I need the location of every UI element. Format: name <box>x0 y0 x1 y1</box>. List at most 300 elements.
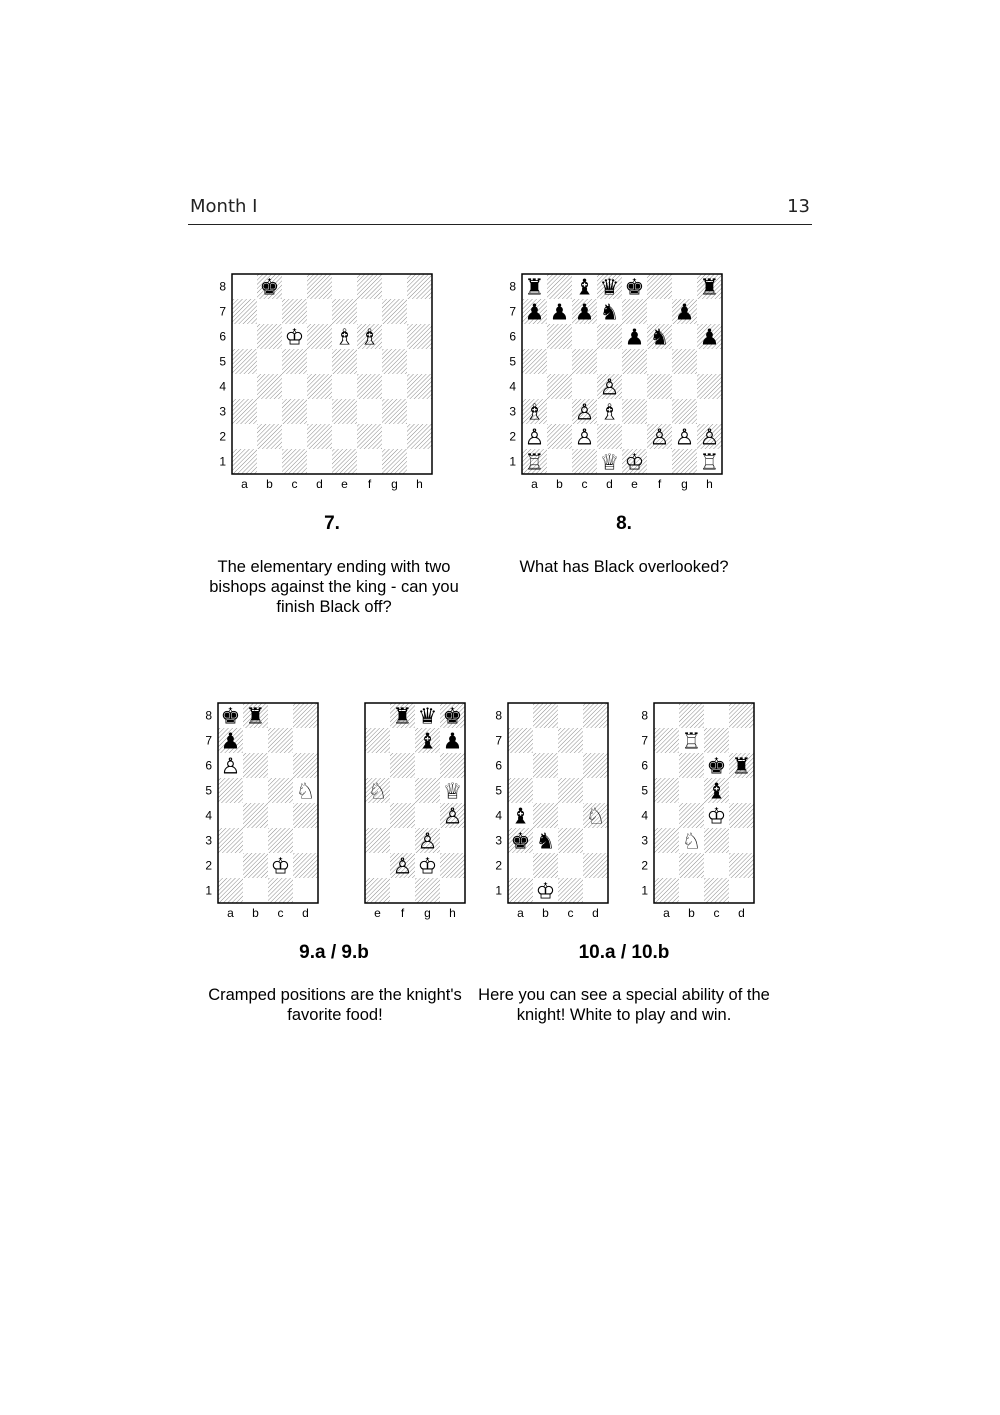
file-label: h <box>706 477 713 491</box>
square-a6 <box>522 324 547 349</box>
square-d2 <box>597 424 622 449</box>
square-b3 <box>257 399 282 424</box>
running-head: Month I <box>190 196 258 217</box>
white-pawn-icon: ♙ <box>442 804 463 830</box>
square-g1 <box>382 449 407 474</box>
square-e8 <box>365 703 390 728</box>
board-svg <box>504 272 726 494</box>
rank-label: 7 <box>495 733 502 748</box>
white-king-icon: ♔ <box>624 450 645 476</box>
file-label: g <box>391 477 398 491</box>
square-d7 <box>729 728 754 753</box>
square-g4 <box>672 374 697 399</box>
rank-label: 4 <box>495 808 502 823</box>
square-c1 <box>558 878 583 903</box>
caption-9: Cramped positions are the knight's favorite food! <box>208 986 462 1024</box>
square-e3 <box>365 828 390 853</box>
diagram-number-7: 7. <box>324 513 340 534</box>
file-label: h <box>416 477 423 491</box>
rank-label: 2 <box>509 429 516 444</box>
file-label: f <box>657 477 662 491</box>
square-f5 <box>390 778 415 803</box>
black-pawn-icon: ♟ <box>524 300 545 326</box>
square-c3 <box>282 399 307 424</box>
square-e2 <box>332 424 357 449</box>
square-a7 <box>232 299 257 324</box>
square-a3 <box>232 399 257 424</box>
file-label: g <box>424 906 431 920</box>
square-e3 <box>622 399 647 424</box>
square-a6 <box>232 324 257 349</box>
black-pawn-icon: ♟ <box>442 729 463 755</box>
square-g8 <box>382 274 407 299</box>
square-b7 <box>257 299 282 324</box>
file-label: c <box>291 477 298 491</box>
square-d6 <box>597 324 622 349</box>
file-label: d <box>316 477 323 491</box>
diagram-number-10: 10.a / 10.b <box>578 942 670 963</box>
square-f4 <box>357 374 382 399</box>
square-g2 <box>382 424 407 449</box>
caption-8: What has Black overlooked? <box>519 558 729 576</box>
square-b5 <box>257 349 282 374</box>
square-d7 <box>293 728 318 753</box>
square-b6 <box>679 753 704 778</box>
square-f1 <box>357 449 382 474</box>
square-f3 <box>647 399 672 424</box>
square-c3 <box>704 828 729 853</box>
square-a4 <box>232 374 257 399</box>
rank-label: 8 <box>219 279 226 294</box>
square-g1 <box>415 878 440 903</box>
file-label: d <box>592 906 599 920</box>
file-label: a <box>517 906 524 920</box>
black-rook-icon: ♜ <box>392 704 413 730</box>
file-label: b <box>252 906 259 920</box>
white-rook-icon: ♖ <box>681 729 702 755</box>
chess-diagram-7 <box>214 272 436 494</box>
rank-label: 5 <box>205 783 212 798</box>
black-pawn-icon: ♟ <box>674 300 695 326</box>
black-king-icon: ♚ <box>442 704 463 730</box>
square-g5 <box>415 778 440 803</box>
chess-diagram-8 <box>504 272 726 494</box>
black-king-icon: ♚ <box>220 704 241 730</box>
square-b1 <box>257 449 282 474</box>
square-a1 <box>218 878 243 903</box>
square-d4 <box>293 803 318 828</box>
square-d8 <box>583 703 608 728</box>
rank-label: 6 <box>205 758 212 773</box>
square-d8 <box>307 274 332 299</box>
board-svg <box>347 701 469 923</box>
square-h6 <box>440 753 465 778</box>
square-b8 <box>547 274 572 299</box>
square-d7 <box>583 728 608 753</box>
rank-label: 3 <box>495 833 502 848</box>
square-b8 <box>679 703 704 728</box>
square-a8 <box>232 274 257 299</box>
square-d8 <box>729 703 754 728</box>
file-label: c <box>581 477 588 491</box>
black-pawn-icon: ♟ <box>624 325 645 351</box>
square-c8 <box>558 703 583 728</box>
black-rook-icon: ♜ <box>245 704 266 730</box>
square-e7 <box>332 299 357 324</box>
square-b7 <box>243 728 268 753</box>
rank-label: 2 <box>219 429 226 444</box>
black-pawn-icon: ♟ <box>699 325 720 351</box>
rank-label: 8 <box>641 708 648 723</box>
square-d3 <box>293 828 318 853</box>
white-pawn-icon: ♙ <box>392 854 413 880</box>
square-b3 <box>547 399 572 424</box>
square-d5 <box>597 349 622 374</box>
square-a5 <box>218 778 243 803</box>
square-b7 <box>533 728 558 753</box>
square-c4 <box>572 374 597 399</box>
square-c2 <box>704 853 729 878</box>
square-b5 <box>243 778 268 803</box>
square-d1 <box>307 449 332 474</box>
file-label: f <box>367 477 372 491</box>
square-b4 <box>679 803 704 828</box>
square-c1 <box>704 878 729 903</box>
square-f8 <box>357 274 382 299</box>
square-a8 <box>654 703 679 728</box>
rank-label: 1 <box>509 454 516 469</box>
file-label: c <box>713 906 720 920</box>
square-a5 <box>522 349 547 374</box>
board-svg <box>200 701 322 923</box>
white-queen-icon: ♕ <box>442 779 463 805</box>
white-pawn-icon: ♙ <box>699 425 720 451</box>
square-e1 <box>332 449 357 474</box>
file-label: d <box>606 477 613 491</box>
square-d1 <box>583 878 608 903</box>
square-c8 <box>282 274 307 299</box>
square-a1 <box>654 878 679 903</box>
square-c4 <box>282 374 307 399</box>
square-a5 <box>654 778 679 803</box>
board-svg <box>214 272 436 494</box>
rank-label: 7 <box>509 304 516 319</box>
square-d2 <box>583 853 608 878</box>
white-king-icon: ♔ <box>706 804 727 830</box>
square-g6 <box>382 324 407 349</box>
file-label: c <box>567 906 574 920</box>
square-d1 <box>293 878 318 903</box>
square-a1 <box>508 878 533 903</box>
square-a2 <box>508 853 533 878</box>
square-e3 <box>332 399 357 424</box>
square-g8 <box>672 274 697 299</box>
square-d3 <box>583 828 608 853</box>
square-e4 <box>332 374 357 399</box>
square-e5 <box>332 349 357 374</box>
black-pawn-icon: ♟ <box>549 300 570 326</box>
square-f5 <box>357 349 382 374</box>
rank-label: 7 <box>205 733 212 748</box>
square-a5 <box>232 349 257 374</box>
file-label: d <box>738 906 745 920</box>
square-b5 <box>679 778 704 803</box>
square-a3 <box>218 828 243 853</box>
black-knight-icon: ♞ <box>649 325 670 351</box>
square-c2 <box>282 424 307 449</box>
black-king-icon: ♚ <box>624 275 645 301</box>
black-king-icon: ♚ <box>706 754 727 780</box>
square-f1 <box>390 878 415 903</box>
rank-label: 8 <box>509 279 516 294</box>
square-b5 <box>547 349 572 374</box>
white-pawn-icon: ♙ <box>674 425 695 451</box>
white-knight-icon: ♘ <box>681 829 702 855</box>
square-b2 <box>533 853 558 878</box>
square-a4 <box>218 803 243 828</box>
white-rook-icon: ♖ <box>699 450 720 476</box>
file-label: f <box>400 906 405 920</box>
square-a4 <box>522 374 547 399</box>
rank-label: 5 <box>509 354 516 369</box>
white-pawn-icon: ♙ <box>574 400 595 426</box>
square-c5 <box>282 349 307 374</box>
square-e5 <box>622 349 647 374</box>
square-d6 <box>583 753 608 778</box>
square-b4 <box>243 803 268 828</box>
square-d2 <box>307 424 332 449</box>
page-header <box>188 192 812 225</box>
square-h3 <box>697 399 722 424</box>
square-f3 <box>357 399 382 424</box>
square-b1 <box>547 449 572 474</box>
black-bishop-icon: ♝ <box>706 779 727 805</box>
white-pawn-icon: ♙ <box>574 425 595 451</box>
white-queen-icon: ♕ <box>599 450 620 476</box>
square-c8 <box>268 703 293 728</box>
square-b4 <box>257 374 282 399</box>
white-bishop-icon: ♗ <box>334 325 355 351</box>
square-d5 <box>307 349 332 374</box>
square-a6 <box>654 753 679 778</box>
square-f1 <box>647 449 672 474</box>
square-d1 <box>729 878 754 903</box>
file-label: b <box>542 906 549 920</box>
square-c7 <box>268 728 293 753</box>
white-bishop-icon: ♗ <box>599 400 620 426</box>
file-label: e <box>631 477 638 491</box>
chess-diagram-9b <box>347 701 469 923</box>
white-king-icon: ♔ <box>284 325 305 351</box>
white-bishop-icon: ♗ <box>524 400 545 426</box>
square-e4 <box>622 374 647 399</box>
square-d6 <box>307 324 332 349</box>
square-c1 <box>268 878 293 903</box>
square-d8 <box>293 703 318 728</box>
rank-label: 6 <box>219 329 226 344</box>
square-g4 <box>415 803 440 828</box>
square-e4 <box>365 803 390 828</box>
square-b3 <box>243 828 268 853</box>
square-g6 <box>672 324 697 349</box>
rank-label: 5 <box>219 354 226 369</box>
square-b1 <box>243 878 268 903</box>
square-f7 <box>357 299 382 324</box>
square-b6 <box>257 324 282 349</box>
square-b2 <box>679 853 704 878</box>
square-a5 <box>508 778 533 803</box>
square-h2 <box>440 853 465 878</box>
square-e8 <box>332 274 357 299</box>
square-f3 <box>390 828 415 853</box>
square-h3 <box>407 399 432 424</box>
file-label: b <box>266 477 273 491</box>
file-label: g <box>681 477 688 491</box>
square-b4 <box>533 803 558 828</box>
square-c7 <box>558 728 583 753</box>
chess-diagram-9a <box>200 701 322 923</box>
white-pawn-icon: ♙ <box>524 425 545 451</box>
black-bishop-icon: ♝ <box>574 275 595 301</box>
file-label: a <box>663 906 670 920</box>
square-d4 <box>729 803 754 828</box>
square-c6 <box>558 753 583 778</box>
square-b4 <box>547 374 572 399</box>
square-e7 <box>365 728 390 753</box>
white-knight-icon: ♘ <box>367 779 388 805</box>
square-a3 <box>654 828 679 853</box>
square-c7 <box>704 728 729 753</box>
white-bishop-icon: ♗ <box>359 325 380 351</box>
file-label: c <box>277 906 284 920</box>
square-f4 <box>647 374 672 399</box>
black-rook-icon: ♜ <box>524 275 545 301</box>
square-b1 <box>679 878 704 903</box>
black-knight-icon: ♞ <box>599 300 620 326</box>
rank-label: 1 <box>495 883 502 898</box>
square-a8 <box>508 703 533 728</box>
square-d6 <box>293 753 318 778</box>
square-h7 <box>407 299 432 324</box>
square-h1 <box>407 449 432 474</box>
white-pawn-icon: ♙ <box>417 829 438 855</box>
square-e1 <box>365 878 390 903</box>
caption-7: The elementary ending with two bishops against the king - can you finish Black off? <box>209 558 459 616</box>
square-f2 <box>357 424 382 449</box>
rank-label: 3 <box>641 833 648 848</box>
white-king-icon: ♔ <box>417 854 438 880</box>
page-number: 13 <box>787 196 810 217</box>
file-label: a <box>241 477 248 491</box>
square-b2 <box>243 853 268 878</box>
square-d3 <box>307 399 332 424</box>
square-c6 <box>268 753 293 778</box>
square-d3 <box>729 828 754 853</box>
square-g3 <box>672 399 697 424</box>
square-g5 <box>672 349 697 374</box>
rank-label: 2 <box>641 858 648 873</box>
square-a7 <box>508 728 533 753</box>
square-h5 <box>407 349 432 374</box>
square-h6 <box>407 324 432 349</box>
white-rook-icon: ♖ <box>524 450 545 476</box>
rank-label: 6 <box>495 758 502 773</box>
square-a2 <box>654 853 679 878</box>
square-h4 <box>697 374 722 399</box>
square-h4 <box>407 374 432 399</box>
square-g6 <box>415 753 440 778</box>
rank-label: 5 <box>641 783 648 798</box>
square-b8 <box>533 703 558 728</box>
rank-label: 1 <box>205 883 212 898</box>
square-h1 <box>440 878 465 903</box>
rank-label: 8 <box>495 708 502 723</box>
square-c1 <box>572 449 597 474</box>
rank-label: 4 <box>219 379 226 394</box>
black-queen-icon: ♛ <box>417 704 438 730</box>
black-bishop-icon: ♝ <box>417 729 438 755</box>
square-e2 <box>365 853 390 878</box>
rank-label: 4 <box>641 808 648 823</box>
square-h7 <box>697 299 722 324</box>
rank-label: 7 <box>219 304 226 319</box>
white-pawn-icon: ♙ <box>220 754 241 780</box>
file-label: a <box>227 906 234 920</box>
square-a6 <box>508 753 533 778</box>
square-c5 <box>268 778 293 803</box>
square-g1 <box>672 449 697 474</box>
rank-label: 3 <box>205 833 212 848</box>
square-d2 <box>293 853 318 878</box>
rank-label: 5 <box>495 783 502 798</box>
board-svg <box>490 701 612 923</box>
rank-label: 7 <box>641 733 648 748</box>
square-c7 <box>282 299 307 324</box>
square-f7 <box>390 728 415 753</box>
square-c3 <box>558 828 583 853</box>
square-f7 <box>647 299 672 324</box>
white-king-icon: ♔ <box>535 879 556 905</box>
black-pawn-icon: ♟ <box>220 729 241 755</box>
square-c3 <box>268 828 293 853</box>
chess-diagram-10b <box>636 701 758 923</box>
white-king-icon: ♔ <box>270 854 291 880</box>
square-c6 <box>572 324 597 349</box>
white-pawn-icon: ♙ <box>599 375 620 401</box>
square-c8 <box>704 703 729 728</box>
square-g7 <box>382 299 407 324</box>
rank-label: 3 <box>509 404 516 419</box>
rank-label: 1 <box>219 454 226 469</box>
square-h8 <box>407 274 432 299</box>
square-d2 <box>729 853 754 878</box>
square-a4 <box>654 803 679 828</box>
square-b2 <box>257 424 282 449</box>
square-d7 <box>307 299 332 324</box>
square-f8 <box>647 274 672 299</box>
square-a2 <box>218 853 243 878</box>
square-f4 <box>390 803 415 828</box>
rank-label: 2 <box>495 858 502 873</box>
chess-diagram-10a <box>490 701 612 923</box>
square-g3 <box>382 399 407 424</box>
square-b5 <box>533 778 558 803</box>
board-svg <box>636 701 758 923</box>
square-a1 <box>232 449 257 474</box>
square-e6 <box>365 753 390 778</box>
square-d4 <box>307 374 332 399</box>
square-a2 <box>232 424 257 449</box>
